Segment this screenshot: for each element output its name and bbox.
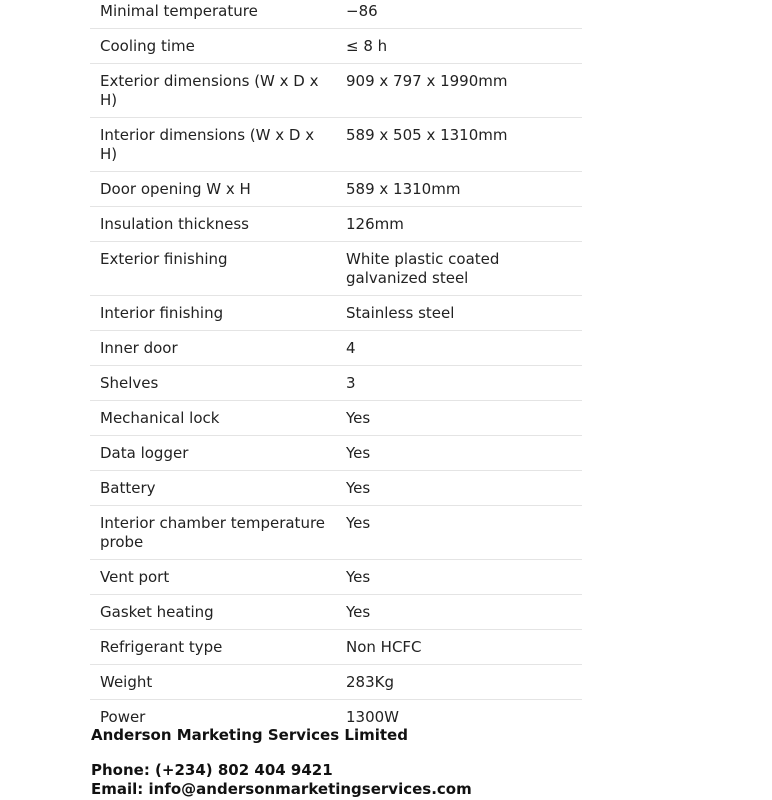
- spec-label: Weight: [90, 665, 336, 700]
- spec-label: Inner door: [90, 331, 336, 366]
- spec-label: Power: [100, 708, 146, 726]
- table-row: [90, 64, 582, 118]
- spec-label: Cooling time: [90, 29, 336, 64]
- spec-value: 589 x 1310mm: [336, 172, 582, 207]
- table-row: [90, 366, 582, 401]
- table-row: [90, 207, 582, 242]
- table-row: [90, 595, 582, 630]
- spec-label: Minimal temperature: [90, 0, 336, 29]
- spec-label: Insulation thickness: [90, 207, 336, 242]
- phone-line: Phone: (+234) 802 404 9421: [91, 761, 333, 779]
- specifications-table: [90, 0, 582, 734]
- email-line: Email: info@andersonmarketingservices.com: [91, 780, 472, 798]
- spec-label: Mechanical lock: [90, 401, 336, 436]
- spec-value: 3: [336, 366, 582, 401]
- spec-label: Interior finishing: [90, 296, 336, 331]
- spec-value: Yes: [336, 506, 582, 560]
- spec-label: Door opening W x H: [90, 172, 336, 207]
- spec-value: White plastic coated galvanized steel: [336, 242, 582, 296]
- table-row: [90, 471, 582, 506]
- spec-label: Battery: [90, 471, 336, 506]
- spec-label: Exterior finishing: [90, 242, 336, 296]
- spec-value: Non HCFC: [336, 630, 582, 665]
- spec-value: 126mm: [336, 207, 582, 242]
- table-row: [90, 172, 582, 207]
- spec-value: Yes: [336, 471, 582, 506]
- spec-label: Gasket heating: [90, 595, 336, 630]
- spec-value: Yes: [336, 436, 582, 471]
- table-row: [90, 401, 582, 436]
- spec-label: Shelves: [90, 366, 336, 401]
- table-row: [90, 436, 582, 471]
- spec-label: Vent port: [90, 560, 336, 595]
- table-row: [90, 665, 582, 700]
- spec-value: Stainless steel: [336, 296, 582, 331]
- table-row: [90, 242, 582, 296]
- spec-value: Yes: [336, 401, 582, 436]
- table-row: [90, 331, 582, 366]
- table-row: [90, 118, 582, 172]
- spec-value: ≤ 8 h: [336, 29, 582, 64]
- spec-label: Data logger: [90, 436, 336, 471]
- contact-block: [91, 761, 472, 799]
- table-row: [90, 630, 582, 665]
- table-row: [90, 29, 582, 64]
- table-row: [90, 506, 582, 560]
- table-row: [90, 0, 582, 29]
- spec-value: 909 x 797 x 1990mm: [336, 64, 582, 118]
- spec-label: Interior chamber temperature probe: [90, 506, 336, 560]
- spec-value: Yes: [336, 560, 582, 595]
- company-name: Anderson Marketing Services Limited: [91, 726, 408, 744]
- spec-value: 589 x 505 x 1310mm: [336, 118, 582, 172]
- spec-value: 283Kg: [336, 665, 582, 700]
- table-row: [90, 296, 582, 331]
- spec-label: Interior dimensions (W x D x H): [90, 118, 336, 172]
- spec-label: Exterior dimensions (W x D x H): [90, 64, 336, 118]
- spec-value: Yes: [336, 595, 582, 630]
- spec-value: −86: [336, 0, 582, 29]
- spec-value: 1300W: [346, 708, 400, 726]
- spec-label: Refrigerant type: [90, 630, 336, 665]
- table-row: [90, 560, 582, 595]
- spec-value: 4: [336, 331, 582, 366]
